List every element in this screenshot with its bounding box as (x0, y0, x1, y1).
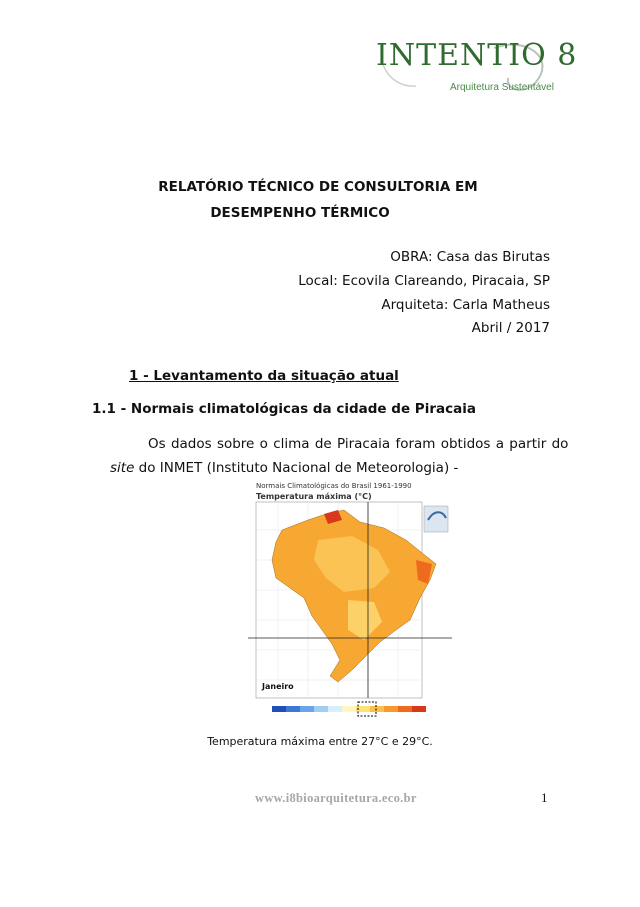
figure-title-line1: Normais Climatológicas do Brasil 1961-1990 (256, 482, 412, 490)
legend-color-cell (286, 706, 300, 712)
legend-color-cell (328, 706, 342, 712)
legend-bar (272, 706, 426, 712)
subsection-heading: 1.1 - Normais climatológicas da cidade de Piracaia (92, 401, 476, 417)
paragraph-line2 (110, 460, 458, 476)
figure-month-label: Janeiro (262, 682, 294, 691)
legend-color-cell (272, 706, 286, 712)
legend-color-cell (384, 706, 398, 712)
legend-color-cell (300, 706, 314, 712)
footer-url: www.i8bioarquitetura.eco.br (255, 791, 417, 805)
climate-map-figure (248, 480, 452, 726)
legend-color-cell (412, 706, 426, 712)
local-line: Local: Ecovila Clareando, Piracaia, SP (298, 273, 550, 289)
paragraph-line2-rest: do INMET (Instituto Nacional de Meteorologia) - (134, 460, 459, 476)
legend-color-cell (398, 706, 412, 712)
legend-color-cell (370, 706, 384, 712)
legend-color-cell (314, 706, 328, 712)
logo-text: INTENTIO 8 (376, 38, 578, 73)
site-word: site (110, 460, 135, 476)
figure-caption: Temperatura máxima entre 27°C e 29°C. (207, 735, 433, 748)
date-line: Abril / 2017 (471, 320, 550, 336)
figure-title-line2: Temperatura máxima (°C) (256, 492, 372, 501)
logo-subtitle: Arquitetura Sustentável (450, 82, 554, 93)
arquiteta-line: Arquiteta: Carla Matheus (381, 297, 550, 313)
legend-color-cell (342, 706, 356, 712)
paragraph-line1: Os dados sobre o clima de Piracaia foram obtidos a partir do (148, 436, 569, 452)
obra-line: OBRA: Casa das Birutas (390, 249, 550, 265)
company-logo (376, 38, 578, 94)
report-title-line2: DESEMPENHO TÉRMICO (210, 205, 390, 221)
page-number: 1 (541, 790, 548, 805)
report-title-line1: RELATÓRIO TÉCNICO DE CONSULTORIA EM (158, 179, 478, 195)
section-heading: 1 - Levantamento da situação atual (129, 368, 399, 384)
